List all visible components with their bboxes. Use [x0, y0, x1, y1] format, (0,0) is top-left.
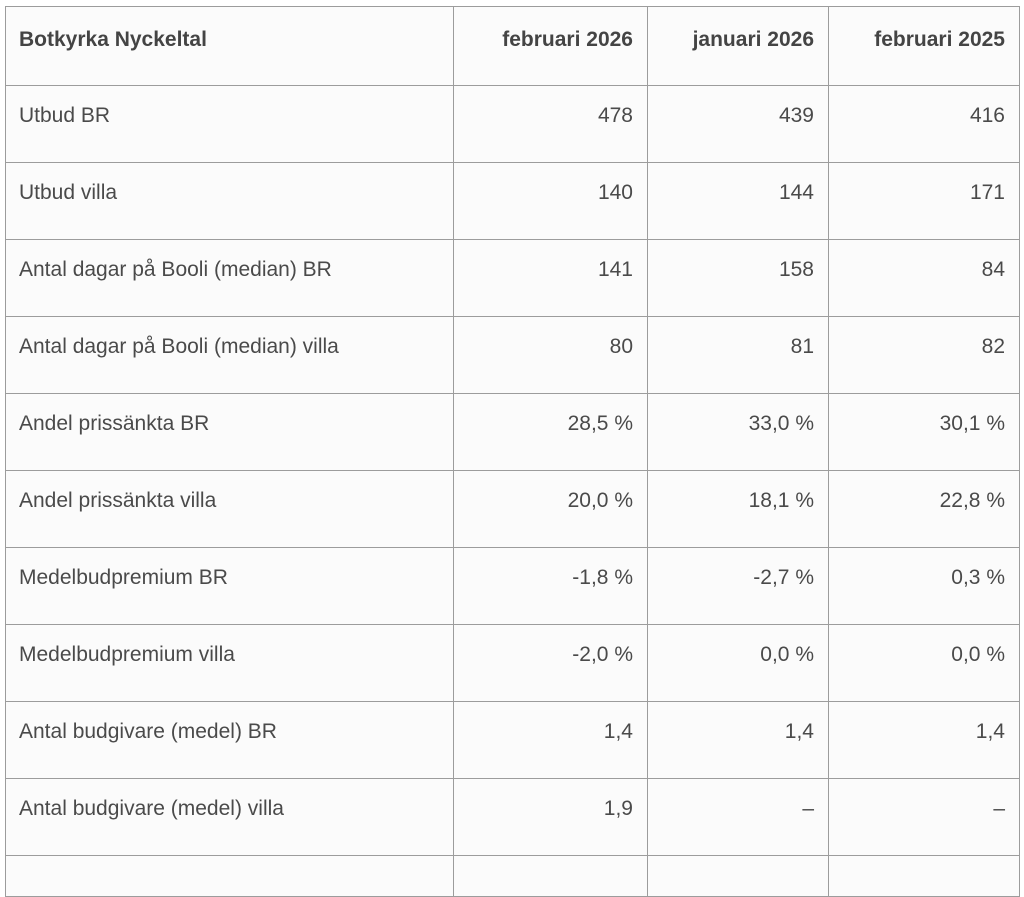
row-label: Utbud BR [6, 86, 454, 163]
column-header-januari-2026: januari 2026 [648, 7, 829, 86]
row-label: Medelbudpremium BR [6, 548, 454, 625]
table-title: Botkyrka Nyckeltal [6, 7, 454, 86]
cell-value: 22,8 % [829, 471, 1020, 548]
row-label: Andel prissänkta BR [6, 394, 454, 471]
table-row [6, 240, 1020, 317]
cell-value: -2,7 % [648, 548, 829, 625]
cell-value: 18,1 % [648, 471, 829, 548]
row-label: Andel prissänkta villa [6, 471, 454, 548]
cell-value: 80 [454, 317, 648, 394]
cell-value: -2,0 % [454, 625, 648, 702]
table-body [6, 86, 1020, 897]
cell-value: 439 [648, 86, 829, 163]
cell-value: – [648, 779, 829, 856]
key-figures-table [5, 6, 1020, 897]
cell-value: 81 [648, 317, 829, 394]
table-row [6, 86, 1020, 163]
cell-value: 0,0 % [648, 625, 829, 702]
cell-value: 158 [648, 240, 829, 317]
row-label: Medelbudpremium villa [6, 625, 454, 702]
cell-value: 416 [829, 86, 1020, 163]
cell-value: 28,5 % [454, 394, 648, 471]
cell-value: 1,4 [648, 702, 829, 779]
table-row [6, 702, 1020, 779]
row-label: Antal budgivare (medel) villa [6, 779, 454, 856]
cell-value: 141 [454, 240, 648, 317]
cell-value: 478 [454, 86, 648, 163]
row-label: Antal budgivare (medel) BR [6, 702, 454, 779]
row-label: Utbud villa [6, 163, 454, 240]
cell-value: 84 [829, 240, 1020, 317]
cell-value: – [829, 779, 1020, 856]
cell-value: 0,0 % [829, 625, 1020, 702]
table-row [6, 548, 1020, 625]
table-row [6, 394, 1020, 471]
column-header-februari-2026: februari 2026 [454, 7, 648, 86]
row-label: Antal dagar på Booli (median) BR [6, 240, 454, 317]
cell-value: -1,8 % [454, 548, 648, 625]
cell-value: 171 [829, 163, 1020, 240]
column-header-februari-2025: februari 2025 [829, 7, 1020, 86]
table-row [6, 163, 1020, 240]
cell-value: 140 [454, 163, 648, 240]
header-row [6, 7, 1020, 86]
cell-value: 30,1 % [829, 394, 1020, 471]
cell-value: 33,0 % [648, 394, 829, 471]
table-row [6, 471, 1020, 548]
cell-value: 20,0 % [454, 471, 648, 548]
key-figures-table-container [5, 6, 1020, 897]
cell-value: 0,3 % [829, 548, 1020, 625]
cell-value: 1,4 [829, 702, 1020, 779]
table-row [6, 779, 1020, 856]
cell-value: 82 [829, 317, 1020, 394]
cell-value: 144 [648, 163, 829, 240]
row-label: Antal dagar på Booli (median) villa [6, 317, 454, 394]
cell-value: 1,4 [454, 702, 648, 779]
table-row [6, 317, 1020, 394]
table-row [6, 625, 1020, 702]
cell-value: 1,9 [454, 779, 648, 856]
